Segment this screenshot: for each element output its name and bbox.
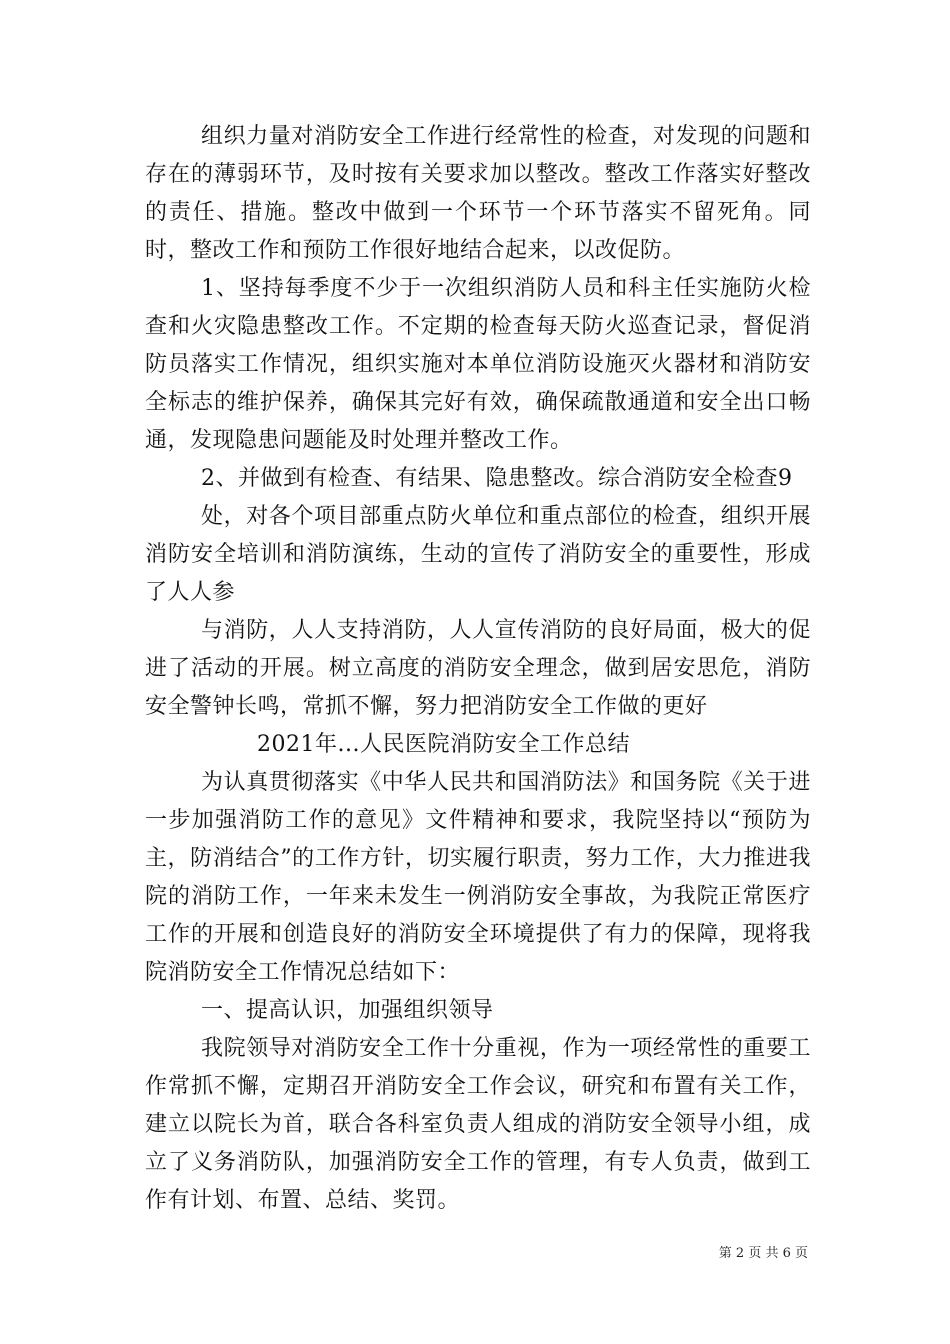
paragraph-everyone-participates: 与消防，人人支持消防，人人宣传消防的良好局面，极大的促进了活动的开展。树立高度的消防安全理念，做到居安思危，消防安全警钟长鸣，常抓不懈，努力把消防安全工作做的更好 bbox=[145, 618, 811, 719]
document-body bbox=[145, 118, 811, 1220]
page-number: 第 2 页 共 6 页 bbox=[718, 1246, 808, 1261]
heading-raise-awareness: 一、提高认识，加强组织领导 bbox=[201, 998, 494, 1023]
paragraph-summary-intro: 为认真贯彻落实《中华人民共和国消防法》和国务院《关于进一步加强消防工作的意见》文件精神和要求，我院坚持以“预防为主，防消结合”的工作方针，切实履行职责，努力工作，大力推进我院的消防工作，一年来未发生一例消防安全事故，为我院正常医疗工作的开展和创造良好的消防安全环境提供了有力的保障，现将我院消防安全工作情况总结如下： bbox=[145, 770, 811, 985]
paragraph-item-1-quarterly-inspection: 1、坚持每季度不少于一次组织消防人员和科主任实施防火检查和火灾隐患整改工作。不定期的检查每天防火巡查记录，督促消防员落实工作情况，组织实施对本单位消防设施灭火器材和消防安全标志的维护保养，确保其完好有效，确保疏散通道和安全出口畅通，发现隐患问题能及时处理并整改工作。 bbox=[145, 276, 811, 453]
paragraph-inspection-rectification: 组织力量对消防安全工作进行经常性的检查，对发现的问题和存在的薄弱环节，及时按有关要求加以整改。整改工作落实好整改的责任、措施。整改中做到一个环节一个环节落实不留死角。同时，整改工作和预防工作很好地结合起来，以改促防。 bbox=[145, 124, 811, 263]
section-title-hospital-summary: 2021年...人民医院消防安全工作总结 bbox=[257, 732, 630, 757]
paragraph-key-units-training: 处，对各个项目部重点防火单位和重点部位的检查，组织开展消防安全培训和消防演练，生动的宣传了消防安全的重要性，形成了人人参 bbox=[145, 504, 811, 605]
paragraph-item-2-check-results: 2、并做到有检查、有结果、隐患整改。综合消防安全检查9 bbox=[201, 466, 793, 491]
paragraph-leadership-attention: 我院领导对消防安全工作十分重视，作为一项经常性的重要工作常抓不懈，定期召开消防安全工作会议，研究和布置有关工作，建立以院长为首，联合各科室负责人组成的消防安全领导小组，成立了义务消防队，加强消防安全工作的管理，有专人负责，做到工作有计划、布置、总结、奖罚。 bbox=[145, 1036, 811, 1213]
